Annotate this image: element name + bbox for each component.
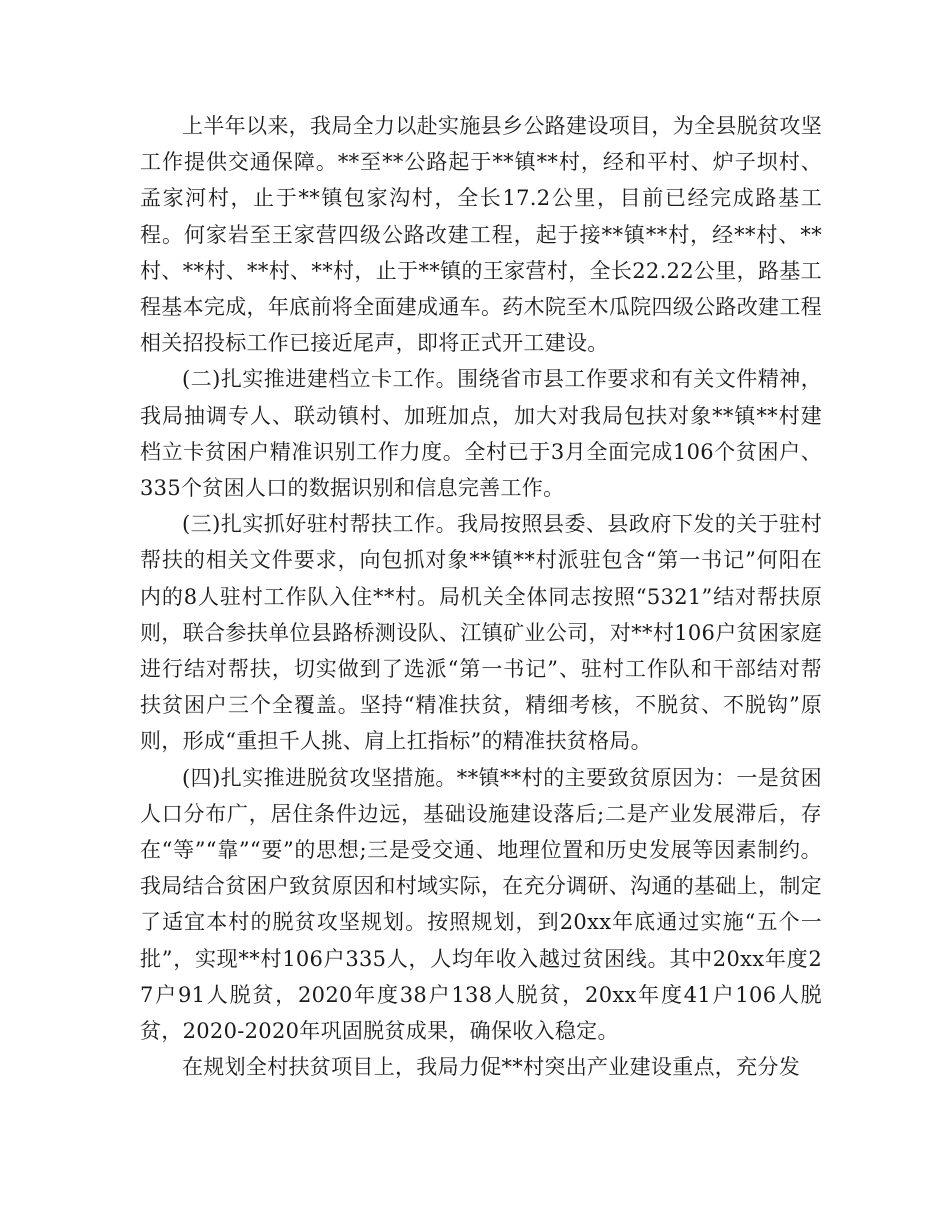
document-body: [140, 108, 822, 1085]
paragraph-registration-work: (二)扎实推进建档立卡工作。围绕省市县工作要求和有关文件精神，我局抽调专人、联动镇村、加班加点，加大对我局包扶对象**镇**村建档立卡贫困户精准识别工作力度。全村已于3月全面完成106个贫困户、335个贫困人口的数据识别和信息完善工作。: [140, 367, 822, 501]
paragraph-road-construction: 上半年以来，我局全力以赴实施县乡公路建设项目，为全县脱贫攻坚工作提供交通保障。**至**公路起于**镇**村，经和平村、炉子坝村、孟家河村，止于**镇包家沟村，全长17.2公里，目前已经完成路基工程。何家岩至王家营四级公路改建工程，起于接**镇**村，经**村、**村、**村、**村、**村，止于**镇的王家营村，全长22.22公里，路基工程基本完成，年底前将全面建成通车。药木院至木瓜院四级公路改建工程相关招投标工作已接近尾声，即将正式开工建设。: [140, 114, 822, 356]
paragraph-poverty-measures: (四)扎实推进脱贫攻坚措施。**镇**村的主要致贫原因为：一是贫困人口分布广，居住条件边远，基础设施建设落后;二是产业发展滞后，存在“等”“靠”“要”的思想;三是受交通、地理位置和历史发展等因素制约。我局结合贫困户致贫原因和村域实际，在充分调研、沟通的基础上，制定了适宜本村的脱贫攻坚规划。按照规划，到20xx年底通过实施“五个一批”，实现**村106户335人，人均年收入越过贫困线。其中20xx年度27户91人脱贫，2020年度38户138人脱贫，20xx年度41户106人脱贫，2020-2020年巩固脱贫成果，确保收入稳定。: [140, 765, 822, 1044]
paragraph-project-planning: 在规划全村扶贫项目上，我局力促**村突出产业建设重点，充分发: [182, 1055, 800, 1080]
paragraph-village-assistance: (三)扎实抓好驻村帮扶工作。我局按照县委、县政府下发的关于驻村帮扶的相关文件要求，向包抓对象**镇**村派驻包含“第一书记”何阳在内的8人驻村工作队入住**村。局机关全体同志按照“5321”结对帮扶原则，联合参扶单位县路桥测设队、江镇矿业公司，对**村106户贫困家庭进行结对帮扶，切实做到了选派“第一书记”、驻村工作队和干部结对帮扶贫困户三个全覆盖。坚持“精准扶贫，精细考核，不脱贫、不脱钩”原则，形成“重担千人挑、肩上扛指标”的精准扶贫格局。: [140, 512, 822, 754]
